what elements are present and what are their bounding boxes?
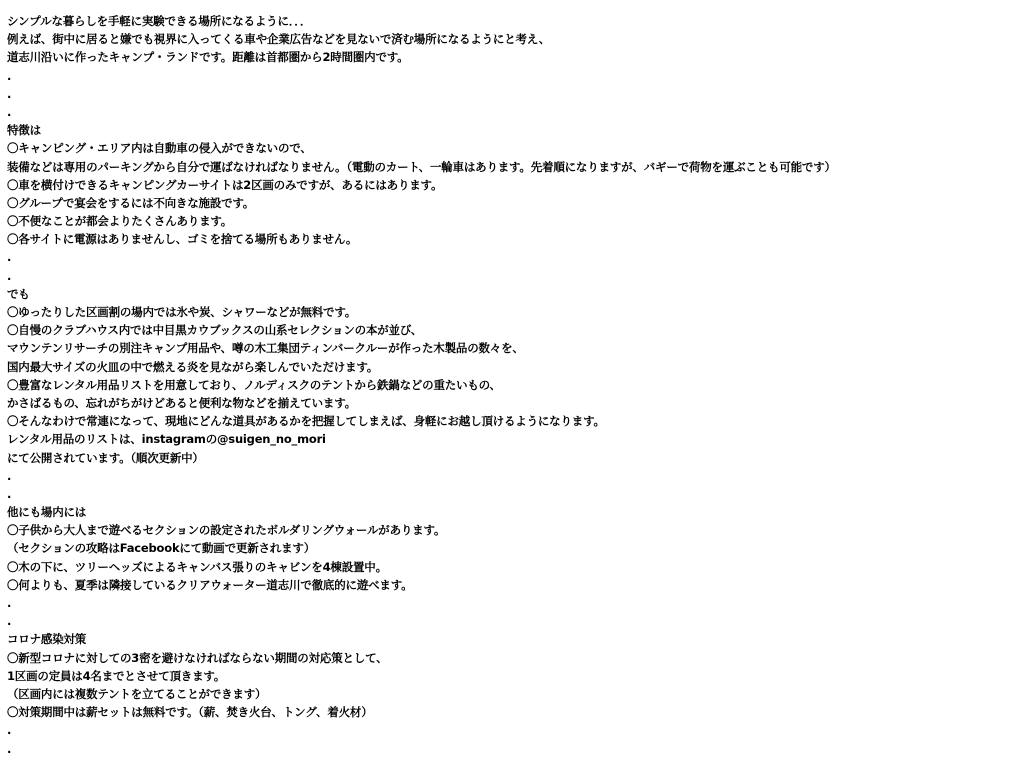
text-line: 〇自慢のクラブハウス内では中目黒カウブックスの山系セレクションの本が並び、 xyxy=(7,323,422,338)
text-line: 〇新型コロナに対しての3密を避けなければならない期間の対応策として、 xyxy=(7,650,388,665)
text-line: マウンテンリサーチの別注キャンプ用品や、噂の木工集団ティンバークルーが作った木製品の数々を、 xyxy=(7,341,524,356)
text-line: 他にも場内には xyxy=(7,505,87,520)
text-line: 例えば、街中に居ると嫌でも視界に入ってくる車や企業広告などを見ないで済む場所になるようにと考え、 xyxy=(7,32,551,47)
text-line: 〇グループで宴会をするには不向きな施設です。 xyxy=(7,195,255,210)
spacer-dot: . xyxy=(7,486,12,501)
spacer-dot: . xyxy=(7,86,12,101)
spacer-dot: . xyxy=(7,723,12,738)
text-line: 国内最大サイズの火皿の中で燃える炎を見ながら楽しんでいただけます。 xyxy=(7,359,379,374)
text-line: 〇対策期間中は薪セットは無料です。（薪、焚き火台、トング、着火材） xyxy=(7,705,373,720)
text-line: 〇キャンピング・エリア内は自動車の侵入ができないので、 xyxy=(7,141,312,156)
text-line: 〇子供から大人まで遊べるセクションの設定されたボルダリングウォールがあります。 xyxy=(7,523,446,538)
spacer-dot: . xyxy=(7,250,12,265)
text-line: にて公開されています。（順次更新中） xyxy=(7,450,204,465)
text-line: 1区画の定員は4名までとさせて頂きます。 xyxy=(7,668,226,683)
text-line: 〇何よりも、夏季は隣接しているクリアウォーター道志川で徹底的に遊べます。 xyxy=(7,577,413,592)
text-line: 道志川沿いに作ったキャンプ・ランドです。距離は首都圏から2時間圏内です。 xyxy=(7,50,409,65)
text-line: 〇豊富なレンタル用品リストを用意しており、ノルディスクのテントから鉄鍋などの重たいもの、 xyxy=(7,377,501,392)
spacer-dot: . xyxy=(7,104,12,119)
document-body xyxy=(7,12,1017,758)
text-line: 特徴は xyxy=(7,123,41,138)
spacer-dot: . xyxy=(7,596,12,610)
text-line: シンプルな暮らしを手軽に実験できる場所になるように．．． xyxy=(7,14,312,28)
text-line: （区画内には複数テントを立てることができます） xyxy=(7,686,267,701)
text-line: 装備などは専用のパーキングから自分で運ばなければなりません。（電動のカート、一輪車はあります。先着順になりますが、バギーで荷物を運ぶことも可能です） xyxy=(7,159,836,174)
text-line: かさばるもの、忘れがちがけどあると便利な物などを揃えています。 xyxy=(7,395,356,410)
text-line: コロナ感染対策 xyxy=(7,632,87,647)
text-line: 〇車を横付けできるキャンピングカーサイトは2区画のみですが、あるにはあります。 xyxy=(7,177,443,192)
spacer-dot: . xyxy=(7,268,12,283)
text-line: 〇木の下に、ツリーヘッズによるキャンバス張りのキャビンを4棟設置中。 xyxy=(7,559,387,574)
text-line: 〇ゆったりした区画割の場内では氷や炭、シャワーなどが無料です。 xyxy=(7,305,357,319)
spacer-dot: . xyxy=(7,468,12,483)
spacer-dot: . xyxy=(7,614,12,629)
text-line: 〇各サイトに電源はありませんし、ゴミを捨てる場所もありません。 xyxy=(7,232,358,247)
text-line: レンタル用品のリストは、instagramの@suigen_no_mori xyxy=(7,432,326,447)
spacer-dot: . xyxy=(7,741,12,756)
text-line: 〇不便なことが都会よりたくさんあります。 xyxy=(7,214,233,229)
text-line: 〇そんなわけで常連になって、現地にどんな道具があるかを把握してしまえば、身軽にお越し頂けるようになります。 xyxy=(7,414,605,429)
spacer-dot: . xyxy=(7,68,12,83)
text-line: （セクションの攻略はFacebookにて動画で更新されます） xyxy=(7,541,316,556)
text-line: でも xyxy=(7,286,30,301)
